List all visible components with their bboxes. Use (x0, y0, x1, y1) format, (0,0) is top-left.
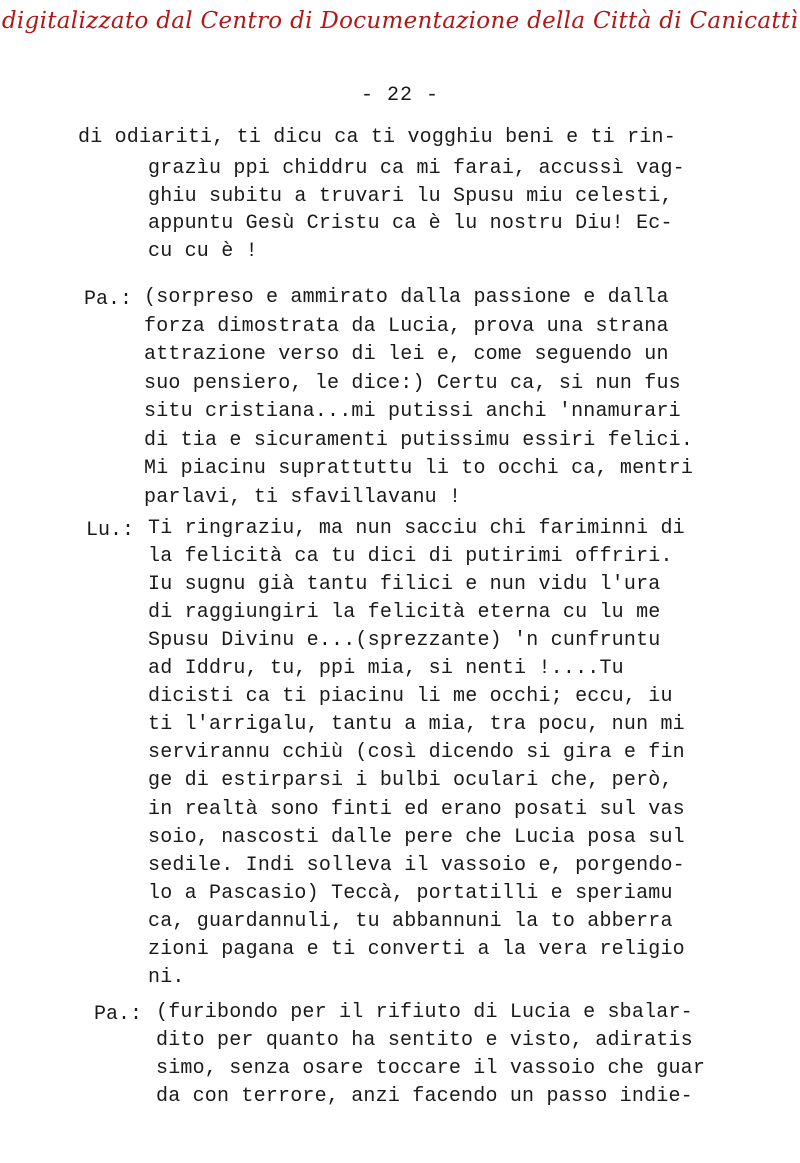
text-line: da con terrore, anzi facendo un passo indie- (156, 1085, 693, 1108)
text-line: in realtà sono finti ed erano posati sul vas (148, 798, 685, 821)
speaker-label: Pa.: (94, 1003, 143, 1026)
text-line: servirannu cchiù (così dicendo si gira e fin (148, 741, 685, 764)
text-line: Mi piacinu suprattuttu li to occhi ca, mentri (144, 457, 694, 480)
speaker-label: Lu.: (86, 519, 135, 542)
text-line: dicisti ca ti piacinu li me occhi; eccu, iu (148, 685, 673, 708)
text-line: suo pensiero, le dice:) Certu ca, si nun fus (144, 372, 681, 395)
text-line: di tia e sicuramenti putissimu essiri felici. (144, 429, 694, 452)
text-line: attrazione verso di lei e, come seguendo un (144, 343, 669, 366)
text-line: Spusu Divinu e...(sprezzante) 'n cunfruntu (148, 629, 661, 652)
text-line: zioni pagana e ti converti a la vera religio (148, 938, 685, 961)
text-line: sedile. Indi solleva il vassoio e, porgendo- (148, 854, 685, 877)
text-line: ni. (148, 966, 185, 989)
text-line: la felicità ca tu dici di putirimi offriri. (148, 545, 673, 568)
speaker-label: Pa.: (84, 288, 133, 311)
text-line: Ti ringraziu, ma nun sacciu chi fariminni di (148, 517, 685, 540)
text-line: ad Iddru, tu, ppi mia, si nenti !....Tu (148, 657, 624, 680)
digitization-watermark: digitalizzato dal Centro di Documentazione della Città di Canicattì (1, 8, 799, 34)
text-line: forza dimostrata da Lucia, prova una strana (144, 315, 669, 338)
text-line: parlavi, ti sfavillavanu ! (144, 486, 462, 509)
text-line: ge di estirparsi i bulbi oculari che, però, (148, 769, 673, 792)
text-line: appuntu Gesù Cristu ca è lu nostru Diu! Ec- (148, 212, 673, 235)
text-line: lo a Pascasio) Teccà, portatilli e speriamu (148, 882, 673, 905)
text-line: ca, guardannuli, tu abbannuni la to abberra (148, 910, 673, 933)
text-line: ghiu subitu a truvari lu Spusu miu celesti, (148, 185, 673, 208)
text-line: situ cristiana...mi putissi anchi 'nnamurari (144, 400, 681, 423)
text-line: di raggiungiri la felicità eterna cu lu me (148, 601, 661, 624)
text-line: (sorpreso e ammirato dalla passione e dalla (144, 286, 669, 309)
text-line: Iu sugnu già tantu filici e nun vidu l'ura (148, 573, 661, 596)
text-line: grazìu ppi chiddru ca mi farai, accussì vag- (148, 157, 685, 180)
text-line: ti l'arrigalu, tantu a mia, tra pocu, nun mi (148, 713, 685, 736)
text-line: soio, nascosti dalle pere che Lucia posa sul (148, 826, 685, 849)
page-number: - 22 - (360, 84, 439, 107)
text-line: (furibondo per il rifiuto di Lucia e sbalar- (156, 1001, 693, 1024)
text-line: dito per quanto ha sentito e visto, adiratis (156, 1029, 693, 1052)
text-line: cu cu è ! (148, 240, 258, 263)
text-line: simo, senza osare toccare il vassoio che guar (156, 1057, 706, 1080)
text-line: di odiariti, ti dicu ca ti vogghiu beni e ti rin- (78, 126, 676, 149)
